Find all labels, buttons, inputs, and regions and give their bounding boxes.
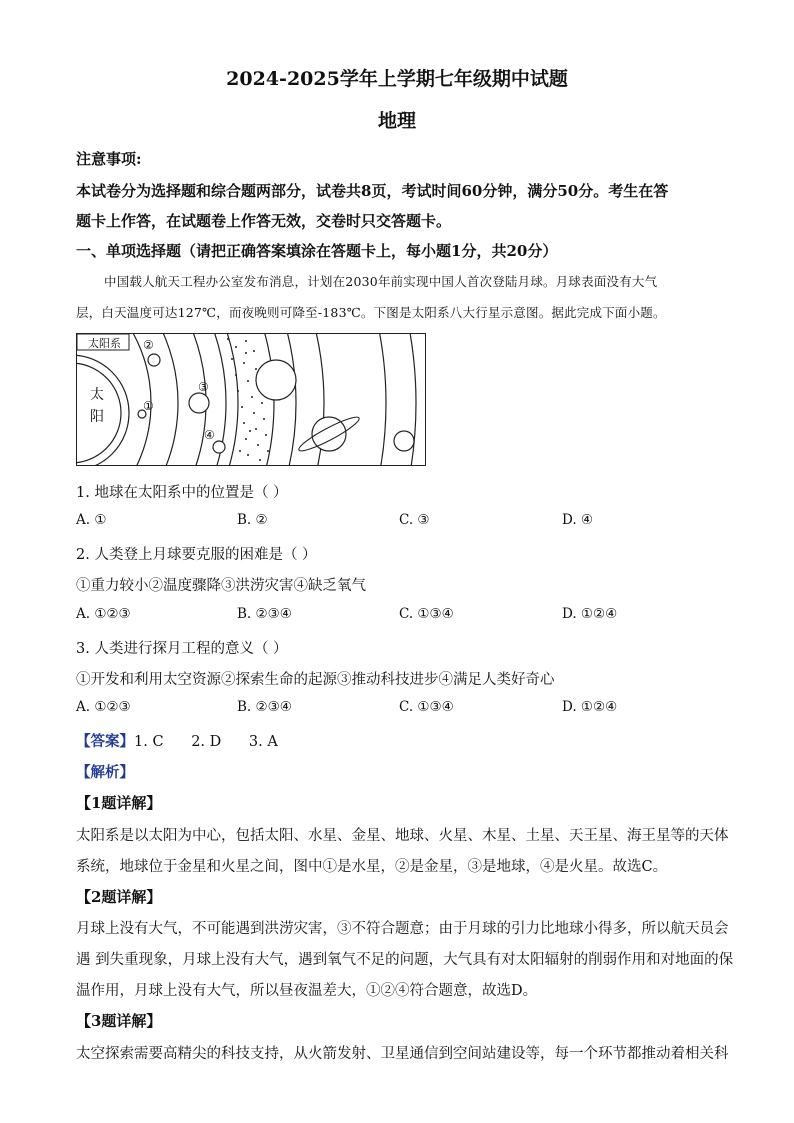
intro-line-1: 中国载人航天工程办公室发布消息，计划在2030年前实现中国人首次登陆月球。月球表面没有大气 — [104, 274, 658, 289]
label-sun-2: 阳 — [90, 409, 104, 425]
q3-analysis-heading: 【3题详解】 — [76, 1012, 162, 1030]
q1-option-b[interactable]: B. ② — [237, 512, 268, 528]
q3-option-b[interactable]: B. ②③④ — [237, 699, 292, 715]
notice-line-1: 本试卷分为选择题和综合题两部分，试卷共8页，考试时间60分钟，满分50分。考生在答 — [76, 182, 669, 200]
marker-1: ① — [143, 399, 154, 413]
planet-venus — [148, 354, 160, 366]
q3-option-a[interactable]: A. ①②③ — [76, 699, 131, 715]
q2-analysis-line-2: 遇 到失重现象，月球上没有大气，遇到氧气不足的问题，大气具有对太阳辐射的削弱作用和对地面的保 — [76, 952, 734, 968]
planet-uranus — [394, 431, 414, 451]
q1-analysis-line-1: 太阳系是以太阳为中心，包括太阳、水星、金星、地球、火星、木星、土星、天王星、海王星等的天体 — [76, 828, 729, 844]
q1-analysis-line-2: 系统，地球位于金星和火星之间，图中①是水星，②是金星，③是地球，④是火星。故选C。 — [76, 859, 668, 875]
planet-earth — [189, 393, 209, 413]
answer-line — [76, 730, 726, 751]
q2-option-c[interactable]: C. ①③④ — [399, 606, 454, 622]
analysis-tag: 【解析】 — [76, 764, 134, 781]
q3-option-d[interactable]: D. ①②④ — [562, 699, 618, 715]
marker-3: ③ — [198, 380, 209, 394]
planet-jupiter — [256, 360, 296, 400]
marker-4: ④ — [204, 428, 215, 442]
q2-option-d[interactable]: D. ①②④ — [562, 606, 618, 622]
q2-analysis-line-1: 月球上没有大气，不可能遇到洪涝灾害，③不符合题意；由于月球的引力比地球小得多，所以航天员会 — [76, 921, 729, 937]
question-3-statements: ①开发和利用太空资源②探索生命的起源③推动科技进步④满足人类好奇心 — [76, 672, 555, 688]
planet-mars — [213, 441, 225, 453]
notice-heading: 注意事项: — [76, 150, 142, 168]
notice-line-2: 题卡上作答，在试题卷上作答无效，交卷时只交答题卡。 — [76, 212, 452, 230]
q2-option-a[interactable]: A. ①②③ — [76, 606, 131, 622]
section-heading: 一、单项选择题（请把正确答案填涂在答题卡上，每小题1分，共20分） — [76, 242, 558, 260]
intro-line-2: 层，白天温度可达127℃，而夜晚则可降至-183℃。下图是太阳系八大行星示意图。据此完成下面小题。 — [76, 305, 666, 320]
q1-option-a[interactable]: A. ① — [76, 512, 107, 528]
answer-values: 1. C 2. D 3. A — [134, 734, 278, 750]
q3-option-c[interactable]: C. ①③④ — [399, 699, 454, 715]
question-2-statements: ①重力较小②温度骤降③洪涝灾害④缺乏氧气 — [76, 578, 366, 594]
label-solar-system: 太阳系 — [88, 337, 121, 350]
q2-analysis-line-3: 温作用，月球上没有大气，所以昼夜温差大，①②④符合题意，故选D。 — [76, 983, 538, 999]
q2-option-b[interactable]: B. ②③④ — [237, 606, 292, 622]
answer-tag: 【答案】 — [76, 733, 134, 750]
solar-system-diagram — [76, 333, 426, 466]
q1-option-d[interactable]: D. ④ — [562, 512, 594, 528]
marker-2: ② — [143, 338, 154, 352]
q1-analysis-heading: 【1题详解】 — [76, 794, 162, 812]
q1-option-c[interactable]: C. ③ — [399, 512, 430, 528]
question-1-stem: 1. 地球在太阳系中的位置是（ ） — [76, 485, 288, 501]
question-2-stem: 2. 人类登上月球要克服的困难是（ ） — [76, 547, 317, 563]
q2-analysis-heading: 【2题详解】 — [76, 888, 162, 906]
diagram-frame — [77, 334, 426, 466]
exam-title: 2024-2025学年上学期七年级期中试题 — [226, 68, 568, 90]
question-3-stem: 3. 人类进行探月工程的意义（ ） — [76, 641, 288, 657]
q3-analysis-line-1: 太空探索需要高精尖的科技支持，从火箭发射、卫星通信到空间站建设等，每一个环节都推动着相关科 — [76, 1046, 729, 1062]
label-sun-1: 太 — [90, 387, 104, 403]
subject-title: 地理 — [377, 110, 416, 132]
